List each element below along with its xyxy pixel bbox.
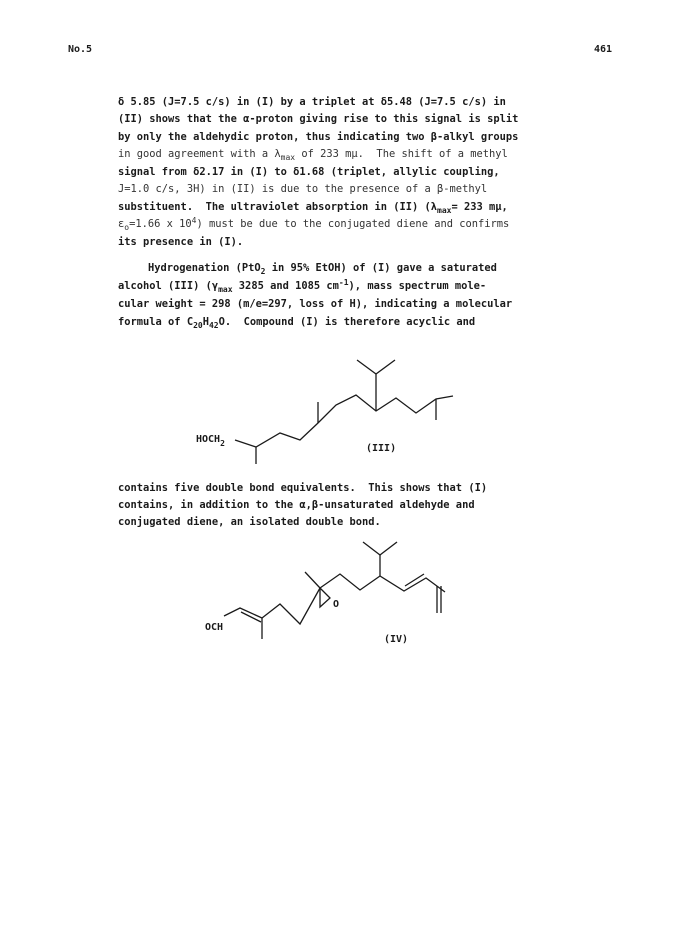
isopropyl-arm xyxy=(376,360,395,374)
structure-iii xyxy=(0,340,680,470)
text-line: $\varepsilon_o=1.66$ x $10^4$) must be due to the conjugated diene and confirms xyxy=(118,216,510,232)
text-line: alcohol (III) ($\gamma_{max}$ 3285 and 1085 $cm^{-1}$), mass spectrum mole- xyxy=(118,278,487,294)
aldehyde-label: OCH xyxy=(205,622,224,633)
epoxide-ring xyxy=(320,588,330,607)
main-chain xyxy=(320,574,445,592)
carbon-chain xyxy=(235,395,453,447)
text-line: δ 5.85 (J=7.5 c/s) in (I) by a triplet at δ5.48 (J=7.5 c/s) in xyxy=(118,96,506,108)
text-line: contains five double bond equivalents. This shows that (I) xyxy=(118,482,488,494)
structure-iv xyxy=(0,530,680,660)
text-line: conjugated diene, an isolated double bond. xyxy=(118,516,381,528)
text-line: (II) shows that the α-proton giving rise to this signal is split xyxy=(118,113,519,125)
text-line: substituent. The ultraviolet absorption in (II) ($\lambda_{max}= 233$ mμ, xyxy=(118,201,508,215)
text-line: formula of $C_{20}H_{42}O$. Compound (I) is therefore acyclic and xyxy=(118,316,476,330)
text-line: its presence in (I). xyxy=(118,236,244,248)
text-line: cular weight = 298 (m/e=297, loss of H), indicating a molecular xyxy=(118,298,513,310)
epoxide-oxygen-label: O xyxy=(333,599,340,610)
text-line: in good agreement with a $\lambda_{max}$ of 233 mμ. The shift of a methyl xyxy=(118,148,508,162)
text-line: signal from δ2.17 in (I) to δ1.68 (triplet, allylic coupling, xyxy=(118,166,500,178)
isopropyl-arm xyxy=(380,542,397,555)
text-line: Hydrogenation (PtO$_2$ in 95% EtOH) of (I) gave a saturated xyxy=(148,262,497,276)
text-line: by only the aldehydic proton, thus indicating two β-alkyl groups xyxy=(118,131,519,143)
methyl-branch xyxy=(305,572,320,588)
text-line: J=1.0 c/s, 3H) in (II) is due to the presence of a β-methyl xyxy=(118,183,488,195)
compound-label-iii: (III) xyxy=(366,443,397,454)
isopropyl-arm xyxy=(357,360,376,374)
hydroxymethyl-label: $HOCH_2$ xyxy=(196,434,225,448)
aldehyde-chain xyxy=(224,588,320,624)
compound-label-iv: (IV) xyxy=(384,634,409,645)
isopropyl-arm xyxy=(363,542,380,555)
text-line: contains, in addition to the α,β-unsaturated aldehyde and xyxy=(118,499,475,511)
journal-number: No.5 xyxy=(68,44,93,55)
page-number: 461 xyxy=(593,44,612,55)
